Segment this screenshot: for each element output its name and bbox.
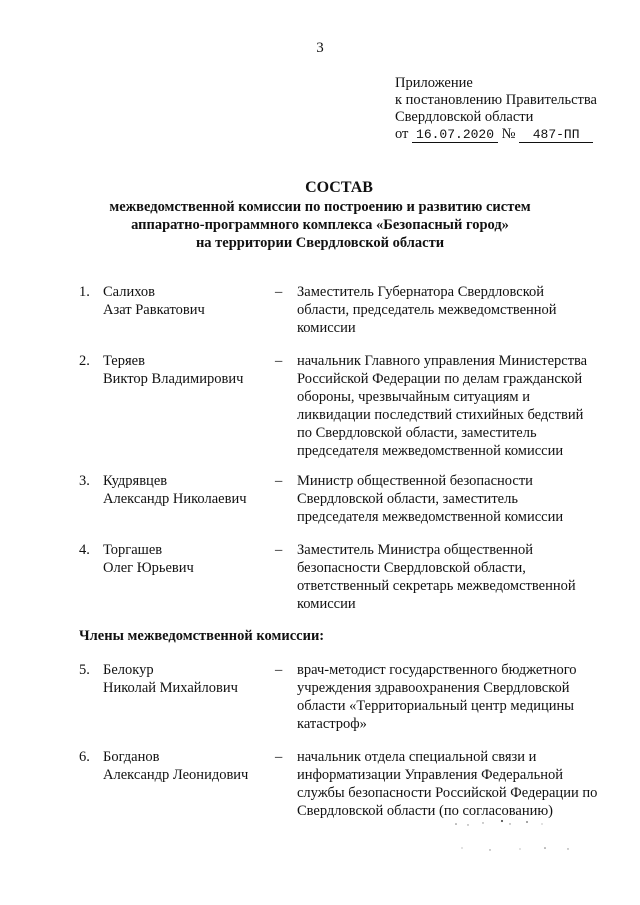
member-surname: Богданов — [103, 749, 160, 765]
role-line: председателя межведомственной комиссии — [297, 509, 564, 525]
role-line: Министр общественной безопасности — [297, 473, 533, 489]
title-line-2: аппаратно-программного комплекса «Безопасный город» — [131, 217, 509, 233]
member-name — [103, 472, 273, 508]
number-label: № — [501, 126, 516, 142]
member-name — [103, 283, 273, 319]
member-given-name: Виктор Владимирович — [103, 371, 244, 387]
dash-separator: – — [275, 284, 283, 300]
member-given-name: Олег Юрьевич — [103, 560, 194, 576]
title-line-3: на территории Свердловской области — [195, 235, 445, 251]
role-line: Свердловской области (по согласованию) — [297, 803, 554, 819]
role-line: учреждения здравоохранения Свердловской — [297, 680, 570, 696]
member-given-name: Александр Николаевич — [103, 491, 247, 507]
member-name — [103, 661, 273, 697]
dash-separator: – — [275, 749, 283, 765]
member-number: 3. — [79, 473, 90, 489]
role-line: катастроф» — [297, 716, 367, 732]
member-surname: Торгашев — [103, 542, 163, 558]
member-role — [297, 541, 617, 613]
title-heading: СОСТАВ — [305, 179, 373, 196]
member-role — [297, 748, 617, 820]
member-given-name: Александр Леонидович — [103, 767, 249, 783]
role-line: комиссии — [297, 320, 356, 336]
role-line: области, председатель межведомственной — [297, 302, 557, 318]
role-line: ответственный секретарь межведомственной — [297, 578, 576, 594]
from-label: от — [395, 126, 409, 142]
member-surname: Салихов — [103, 284, 156, 300]
dash-separator: – — [275, 662, 283, 678]
scan-specks — [450, 818, 590, 858]
role-line: Свердловской области, заместитель — [297, 491, 518, 507]
document-title — [0, 178, 640, 252]
title-line-1: межведомственной комиссии по построению и развитию систем — [109, 199, 531, 215]
role-line: председателя межведомственной комиссии — [297, 443, 564, 459]
appendix-line-2: к постановлению Правительства — [395, 92, 597, 108]
appendix-line-4 — [395, 126, 597, 143]
member-given-name: Николай Михайлович — [103, 680, 238, 696]
member-name — [103, 541, 273, 577]
member-given-name: Азат Равкатович — [103, 302, 205, 318]
resolution-number: 487-ПП — [519, 128, 593, 143]
appendix-line-3: Свердловской области — [395, 109, 534, 125]
member-number: 4. — [79, 542, 90, 558]
role-line: информатизации Управления Федеральной — [297, 767, 564, 783]
dash-separator: – — [275, 542, 283, 558]
page-number: 3 — [316, 40, 324, 56]
role-line: службы безопасности Российской Федерации по — [297, 785, 598, 801]
role-line: по Свердловской области, заместитель — [297, 425, 537, 441]
role-line: ликвидации последствий стихийных бедствий — [297, 407, 584, 423]
role-line: Заместитель Губернатора Свердловской — [297, 284, 545, 300]
dash-separator: – — [275, 353, 283, 369]
member-number: 2. — [79, 353, 90, 369]
section-heading-members: Члены межведомственной комиссии: — [79, 628, 325, 644]
member-role — [297, 283, 617, 337]
role-line: обороны, чрезвычайным ситуациям и — [297, 389, 530, 405]
member-name — [103, 748, 273, 784]
role-line: Российской Федерации по делам гражданской — [297, 371, 583, 387]
member-surname: Кудрявцев — [103, 473, 168, 489]
member-name — [103, 352, 273, 388]
role-line: безопасности Свердловской области, — [297, 560, 526, 576]
role-line: комиссии — [297, 596, 356, 612]
role-line: области «Территориальный центр медицины — [297, 698, 574, 714]
dash-separator: – — [275, 473, 283, 489]
member-role — [297, 352, 617, 460]
resolution-date: 16.07.2020 — [412, 128, 498, 143]
member-surname: Теряев — [103, 353, 145, 369]
member-number: 5. — [79, 662, 90, 678]
role-line: начальник отдела специальной связи и — [297, 749, 537, 765]
member-number: 6. — [79, 749, 90, 765]
appendix-line-1: Приложение — [395, 75, 473, 91]
member-number: 1. — [79, 284, 90, 300]
member-role — [297, 472, 617, 526]
member-role — [297, 661, 617, 733]
appendix-block — [395, 75, 597, 143]
role-line: врач-методист государственного бюджетного — [297, 662, 577, 678]
member-surname: Белокур — [103, 662, 154, 678]
role-line: начальник Главного управления Министерства — [297, 353, 588, 369]
role-line: Заместитель Министра общественной — [297, 542, 533, 558]
